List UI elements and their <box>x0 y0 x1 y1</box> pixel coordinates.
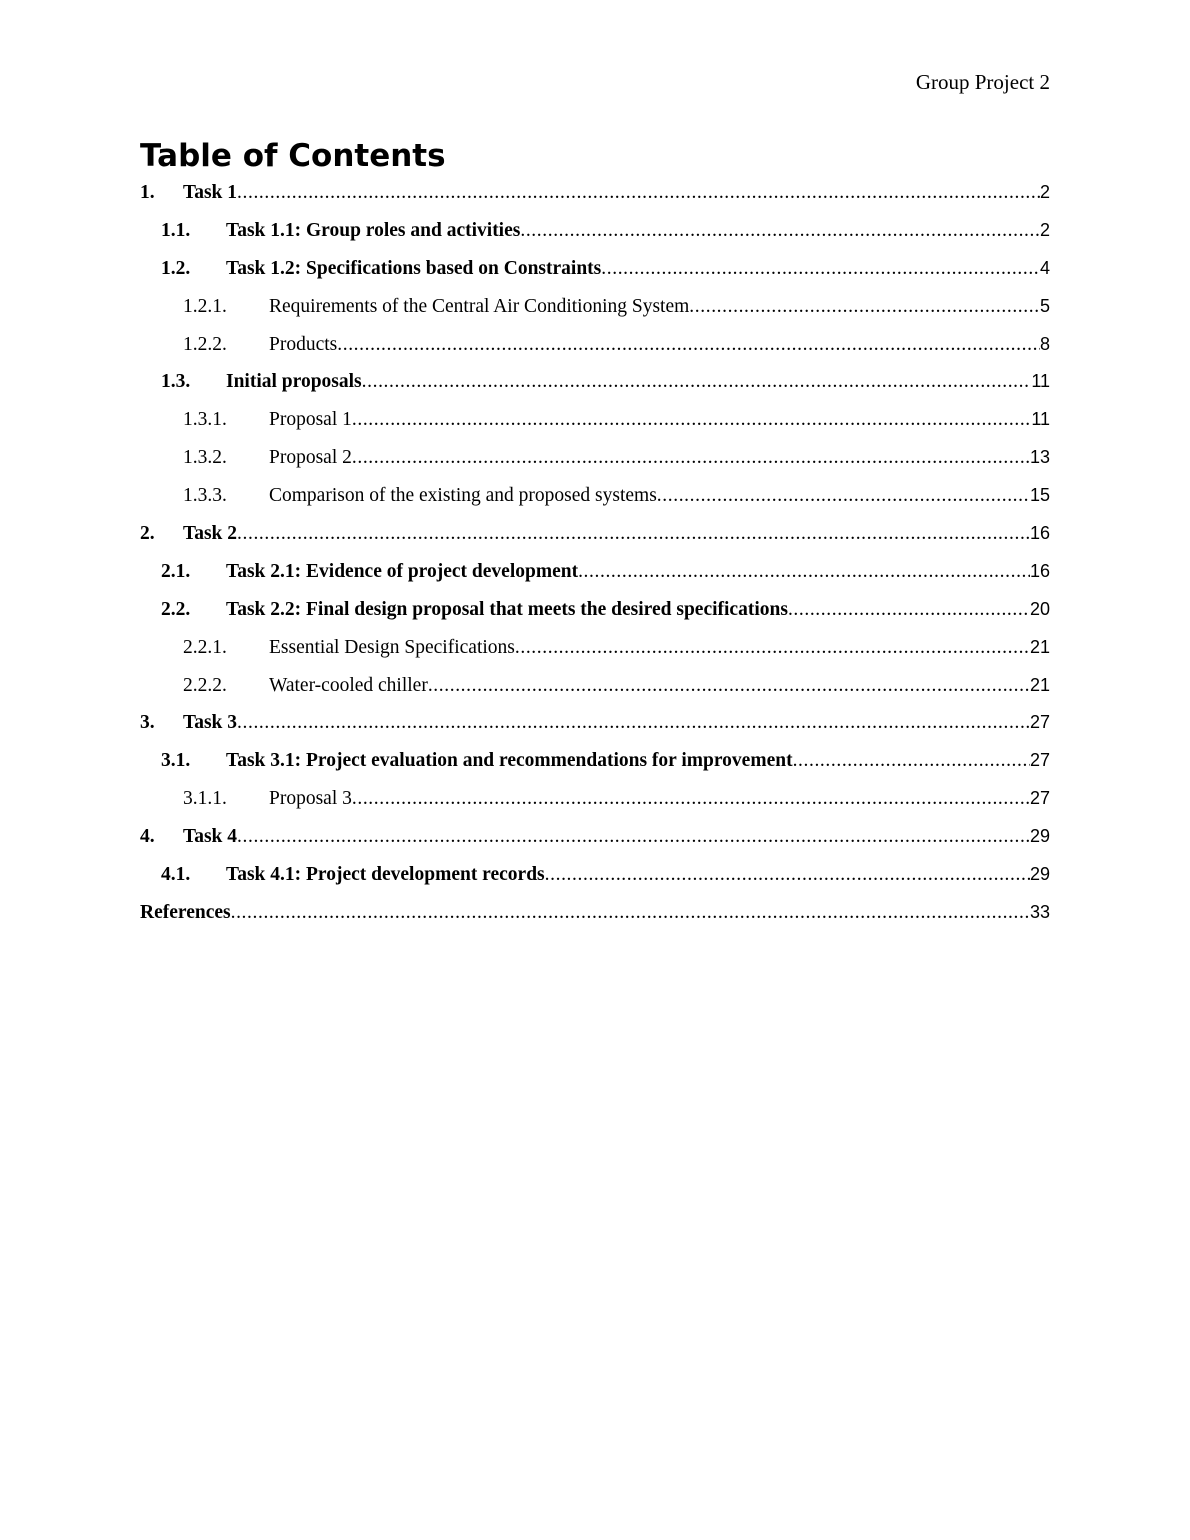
toc-entry[interactable] <box>140 553 1050 591</box>
toc-entry-page: 33 <box>1029 901 1050 922</box>
toc-entry-number: 1.1. <box>161 219 191 241</box>
toc-entry-number: 1.3.2. <box>183 447 227 469</box>
toc-entry[interactable] <box>140 401 1050 439</box>
toc-entry[interactable] <box>140 591 1050 629</box>
toc-entry-page: 20 <box>1029 598 1050 619</box>
toc-entry[interactable] <box>140 288 1050 326</box>
toc-entry-page: 29 <box>1029 826 1050 847</box>
toc-entry-page: 2 <box>1039 182 1050 202</box>
toc-entry-number: 2. <box>140 523 155 545</box>
toc-entry-text: Task 4.1: Project development records <box>226 864 545 886</box>
toc-entry-text: Task 2 <box>183 523 238 545</box>
toc-entry-text: Task 1 <box>183 182 238 203</box>
toc-dot-leader <box>545 856 1030 894</box>
toc-dot-leader <box>689 288 1040 326</box>
toc-entry-number: 1.2. <box>161 257 191 279</box>
toc-entry-page: 11 <box>1031 409 1050 430</box>
toc-entry-number: 3.1. <box>161 750 191 772</box>
toc-dot-leader <box>237 174 1040 212</box>
toc-dot-leader <box>578 553 1030 591</box>
toc-entry-page: 4 <box>1039 257 1050 278</box>
toc-entry-page: 8 <box>1039 333 1050 354</box>
toc-entry-page: 27 <box>1029 788 1050 809</box>
page-header: Group Project 2 <box>915 70 1050 94</box>
toc-dot-leader <box>601 250 1040 288</box>
toc-dot-leader <box>428 667 1030 705</box>
toc-entry-number: 1. <box>140 182 155 203</box>
toc-entry-page: 21 <box>1029 674 1050 695</box>
toc-entry-text: Comparison of the existing and proposed systems <box>269 485 657 507</box>
toc-dot-leader <box>520 212 1040 250</box>
toc-dot-leader <box>515 629 1030 667</box>
toc-entry[interactable] <box>140 326 1050 364</box>
toc-entry-number: 2.2. <box>161 598 191 620</box>
toc-entry-page: 21 <box>1029 636 1050 657</box>
toc-entry-page: 5 <box>1039 295 1050 316</box>
toc-dot-leader <box>337 326 1040 364</box>
toc-dot-leader <box>237 818 1030 856</box>
toc-entry[interactable] <box>140 477 1050 515</box>
toc-entry[interactable] <box>140 818 1050 856</box>
toc-entry-text: References <box>140 901 231 923</box>
toc-dot-leader <box>352 401 1031 439</box>
toc-entry-text: Products <box>269 333 338 355</box>
toc-dot-leader <box>237 515 1030 553</box>
toc-entry-text: Essential Design Specifications <box>269 636 515 658</box>
toc-entry-text: Requirements of the Central Air Conditioning System <box>269 295 690 317</box>
toc-entry[interactable] <box>140 174 1050 212</box>
toc-entry[interactable] <box>140 515 1050 553</box>
toc-dot-leader <box>237 704 1030 742</box>
toc-entry-number: 1.2.1. <box>183 295 227 317</box>
toc-entry-text: Task 3 <box>183 712 238 734</box>
toc-title: Table of Contents <box>140 138 446 174</box>
toc-entry-page: 16 <box>1029 560 1050 581</box>
toc-entry-page: 2 <box>1039 219 1050 240</box>
toc-entry[interactable] <box>140 439 1050 477</box>
toc-entry-page: 11 <box>1031 371 1050 392</box>
toc-entry-text: Task 3.1: Project evaluation and recommendations for improvement <box>226 750 793 772</box>
toc-entry[interactable] <box>140 742 1050 780</box>
toc-entry-references[interactable] <box>140 894 1050 932</box>
toc-entry[interactable] <box>140 780 1050 818</box>
toc-dot-leader <box>657 477 1030 515</box>
toc-entry-number: 1.3. <box>161 371 191 393</box>
toc-entry-number: 1.3.1. <box>183 409 227 431</box>
toc-entry[interactable] <box>140 363 1050 401</box>
toc-dot-leader <box>788 591 1030 629</box>
toc-entry[interactable] <box>140 856 1050 894</box>
toc-entry[interactable] <box>140 250 1050 288</box>
toc-dot-leader <box>231 894 1030 932</box>
toc-entry[interactable] <box>140 704 1050 742</box>
toc-entry-page: 29 <box>1029 864 1050 885</box>
toc-entry-text: Proposal 2 <box>269 447 352 469</box>
toc-entry-text: Proposal 1 <box>269 409 352 431</box>
toc-dot-leader <box>352 780 1030 818</box>
toc-dot-leader <box>793 742 1030 780</box>
toc-entry-text: Task 4 <box>183 826 238 848</box>
toc-entry-page: 13 <box>1029 447 1050 468</box>
toc-entry-text: Task 2.2: Final design proposal that meets the desired specifications <box>226 598 788 620</box>
toc-dot-leader <box>352 439 1030 477</box>
toc-entry[interactable] <box>140 212 1050 250</box>
toc-entry-number: 1.3.3. <box>183 485 227 507</box>
toc-entry-text: Task 2.1: Evidence of project development <box>226 560 579 582</box>
toc-entry-page: 16 <box>1029 523 1050 544</box>
toc-entry[interactable] <box>140 667 1050 705</box>
toc-entry-text: Task 1.2: Specifications based on Constraints <box>226 257 602 279</box>
toc-entry-number: 3.1.1. <box>183 788 227 810</box>
toc-entry[interactable] <box>140 629 1050 667</box>
toc-entry-number: 2.2.2. <box>183 674 227 696</box>
table-of-contents <box>140 174 1050 932</box>
toc-entry-page: 27 <box>1029 712 1050 733</box>
toc-entry-text: Proposal 3 <box>269 788 352 810</box>
toc-entry-text: Water-cooled chiller <box>269 674 428 696</box>
toc-entry-number: 3. <box>140 712 155 734</box>
toc-entry-number: 2.2.1. <box>183 636 227 658</box>
toc-entry-number: 4.1. <box>161 864 191 886</box>
toc-entry-number: 1.2.2. <box>183 333 227 355</box>
toc-dot-leader <box>362 363 1032 401</box>
toc-entry-page: 15 <box>1029 485 1050 506</box>
toc-entry-number: 2.1. <box>161 560 191 582</box>
toc-entry-number: 4. <box>140 826 155 848</box>
toc-entry-text: Task 1.1: Group roles and activities <box>226 219 521 241</box>
toc-entry-page: 27 <box>1029 750 1050 771</box>
toc-entry-text: Initial proposals <box>226 371 362 393</box>
